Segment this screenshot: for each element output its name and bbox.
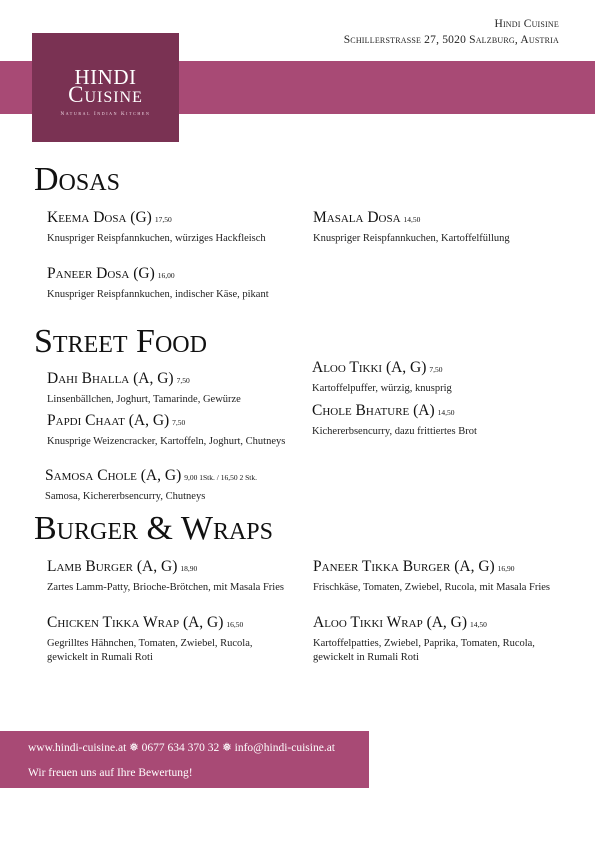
menu-item	[47, 412, 289, 449]
menu-item	[45, 467, 305, 504]
menu-item	[313, 558, 563, 595]
item-price: 7,50	[172, 418, 186, 427]
item-description: Knusprige Weizencracker, Kartoffeln, Joghurt, Chutneys	[47, 436, 286, 447]
item-price: 7,50	[429, 365, 443, 374]
item-description: Linsenbällchen, Joghurt, Tamarinde, Gewürze	[47, 394, 241, 405]
item-price: 16,90	[497, 564, 515, 573]
item-price: 16,50	[226, 620, 244, 629]
item-price: 14,50	[470, 620, 487, 629]
section-title-burger-wraps: Burger & Wraps	[34, 510, 273, 547]
item-name: Chicken Tikka Wrap (A, G)	[47, 614, 224, 631]
menu-item	[313, 614, 555, 665]
item-price: 14,50	[403, 215, 421, 224]
header-contact	[344, 16, 559, 48]
item-name: Papdi Chaat (A, G)	[47, 412, 170, 429]
menu-item	[47, 370, 289, 407]
item-description: Knuspriger Reispfannkuchen, würziges Hackfleisch	[47, 233, 266, 244]
menu-item	[47, 558, 289, 595]
item-name: Keema Dosa (G)	[47, 209, 152, 226]
menu-item	[313, 209, 555, 246]
menu-item	[312, 402, 554, 439]
item-name: Chole Bhature (A)	[312, 402, 435, 419]
item-description: Frischkäse, Tomaten, Zwiebel, Rucola, mit Masala Fries	[313, 582, 551, 593]
item-description: Knuspriger Reispfannkuchen, Kartoffelfüllung	[313, 233, 510, 244]
item-name: Samosa Chole (A, G)	[45, 467, 182, 484]
item-description: Gegrilltes Hähnchen, Tomaten, Zwiebel, Rucola, gewickelt in Rumali Roti	[47, 638, 253, 663]
footer-band	[0, 731, 369, 788]
footer-contact: www.hindi-cuisine.at ❅ 0677 634 370 32 ❅ info@hindi-cuisine.at	[28, 742, 335, 754]
menu-item	[47, 265, 289, 302]
menu-item	[47, 209, 289, 246]
restaurant-name: Hindi Cuisine	[494, 18, 559, 30]
item-description: Knuspriger Reispfannkuchen, indischer Käse, pikant	[47, 289, 269, 300]
logo	[32, 33, 179, 142]
item-name: Dahi Bhalla (A, G)	[47, 370, 174, 387]
item-price: 7,50	[176, 376, 190, 385]
item-name: Paneer Tikka Burger (A, G)	[313, 558, 495, 575]
item-description: Kartoffelpatties, Zwiebel, Paprika, Tomaten, Rucola, gewickelt in Rumali Roti	[313, 638, 535, 663]
item-price: 14,50	[437, 408, 455, 417]
item-price: 17,50	[154, 215, 172, 224]
restaurant-address: Schillerstrasse 27, 5020 Salzburg, Austria	[343, 34, 559, 46]
item-name: Paneer Dosa (G)	[47, 265, 155, 282]
item-description: Kichererbsencurry, dazu frittiertes Brot	[312, 426, 477, 437]
item-price: 16,00	[157, 271, 175, 280]
item-price: 18,90	[180, 564, 198, 573]
item-description: Zartes Lamm-Patty, Brioche-Brötchen, mit Masala Fries	[47, 582, 284, 593]
logo-line1: HINDI	[74, 65, 137, 89]
item-name: Aloo Tikki (A, G)	[312, 359, 427, 376]
item-name: Lamb Burger (A, G)	[47, 558, 178, 575]
item-description: Samosa, Kichererbsencurry, Chutneys	[45, 491, 206, 502]
item-description: Kartoffelpuffer, würzig, knusprig	[312, 383, 452, 394]
section-title-dosas: Dosas	[34, 161, 120, 198]
footer-review-text: Wir freuen uns auf Ihre Bewertung!	[28, 767, 193, 779]
item-name: Aloo Tikki Wrap (A, G)	[313, 614, 468, 631]
section-title-street-food: Street Food	[34, 323, 207, 360]
item-price: 9,00 1Stk. / 16,50 2 Stk.	[184, 473, 257, 482]
menu-item	[47, 614, 289, 665]
menu-item	[312, 359, 554, 396]
item-name: Masala Dosa	[313, 209, 401, 226]
logo-tagline: Natural Indian Kitchen	[60, 112, 151, 117]
logo-line2: Cuisine	[68, 82, 143, 107]
